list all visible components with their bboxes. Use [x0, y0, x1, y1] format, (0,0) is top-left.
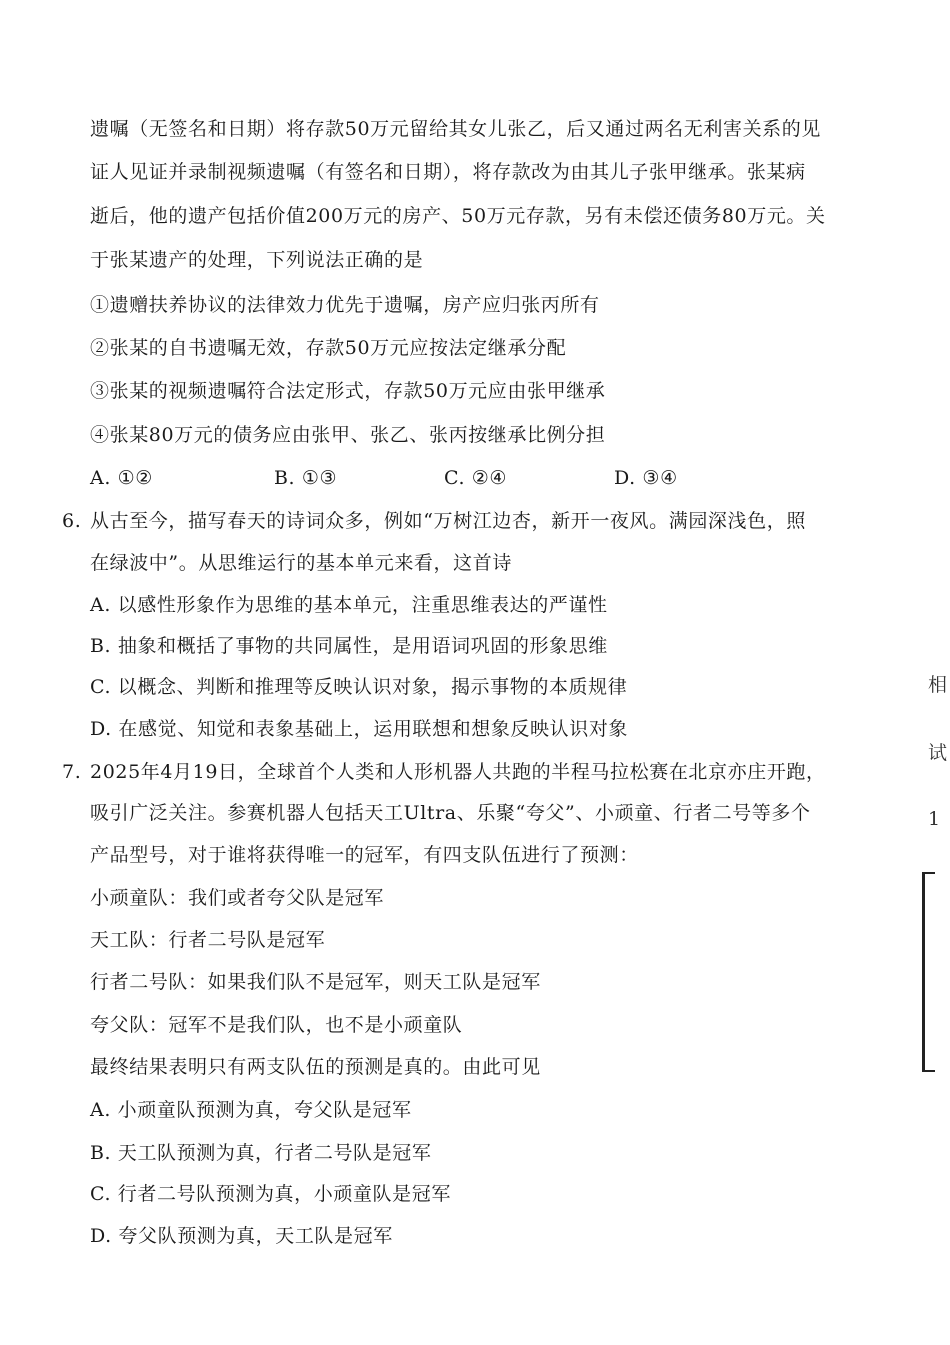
q5-stem-line-3: 逝后，他的遗产包括价值200万元的房产、50万元存款，另有未偿还债务80万元。关	[90, 205, 826, 227]
q5-option-b: B. ①③	[274, 467, 338, 489]
q6-stem-line-2: 在绿波中”。从思维运行的基本单元来看，这首诗	[90, 552, 512, 574]
margin-fragment-3: 1	[928, 808, 941, 830]
q7-prediction-3: 行者二号队：如果我们队不是冠军，则天工队是冠军	[90, 971, 541, 993]
margin-fragment-2: 试	[928, 742, 948, 764]
q7-prediction-1: 小顽童队：我们或者夸父队是冠军	[90, 887, 385, 909]
q5-option-a: A. ①②	[90, 467, 153, 489]
q6-option-b: B. 抽象和概括了事物的共同属性，是用语词巩固的形象思维	[90, 635, 608, 657]
q7-option-d: D. 夸父队预测为真，天工队是冠军	[90, 1225, 393, 1247]
q5-option-d: D. ③④	[614, 467, 678, 489]
q5-statement-4: ④张某80万元的债务应由张甲、张乙、张丙按继承比例分担	[90, 424, 606, 446]
margin-fragment-1: 相	[928, 674, 948, 696]
margin-bracket	[922, 872, 935, 1072]
q5-stem-line-2: 证人见证并录制视频遗嘱（有签名和日期），将存款改为由其儿子张甲继承。张某病	[90, 161, 806, 183]
q7-conclusion: 最终结果表明只有两支队伍的预测是真的。由此可见	[90, 1056, 541, 1078]
q5-statement-2: ②张某的自书遗嘱无效，存款50万元应按法定继承分配	[90, 337, 567, 359]
q7-prediction-2: 天工队：行者二号队是冠军	[90, 929, 326, 951]
q6-option-a: A. 以感性形象作为思维的基本单元，注重思维表达的严谨性	[90, 594, 608, 616]
q7-stem-line-3: 产品型号，对于谁将获得唯一的冠军，有四支队伍进行了预测：	[90, 844, 639, 866]
q7-option-a: A. 小顽童队预测为真，夸父队是冠军	[90, 1099, 412, 1121]
q5-statement-3: ③张某的视频遗嘱符合法定形式，存款50万元应由张甲继承	[90, 380, 606, 402]
q6-stem-line-1: 从古至今，描写春天的诗词众多，例如“万树江边杏，新开一夜风。满园深浅色，照	[90, 510, 806, 532]
q7-option-c: C. 行者二号队预测为真，小顽童队是冠军	[90, 1183, 451, 1205]
q7-number: 7.	[62, 761, 82, 783]
q5-option-c: C. ②④	[444, 467, 508, 489]
q7-prediction-4: 夸父队：冠军不是我们队，也不是小顽童队	[90, 1014, 463, 1036]
q5-statement-1: ①遗赠扶养协议的法律效力优先于遗嘱，房产应归张丙所有	[90, 294, 600, 316]
q5-stem-line-4: 于张某遗产的处理，下列说法正确的是	[90, 249, 424, 271]
q7-stem-line-1: 2025年4月19日，全球首个人类和人形机器人共跑的半程马拉松赛在北京亦庄开跑，	[90, 761, 826, 783]
q7-option-b: B. 天工队预测为真，行者二号队是冠军	[90, 1142, 432, 1164]
q6-number: 6.	[62, 510, 82, 532]
q5-stem-line-1: 遗嘱（无签名和日期）将存款50万元留给其女儿张乙，后又通过两名无利害关系的见	[90, 118, 821, 140]
q6-option-d: D. 在感觉、知觉和表象基础上，运用联想和想象反映认识对象	[90, 718, 629, 740]
q6-option-c: C. 以概念、判断和推理等反映认识对象，揭示事物的本质规律	[90, 676, 628, 698]
q7-stem-line-2: 吸引广泛关注。参赛机器人包括天工Ultra、乐聚“夸父”、小顽童、行者二号等多个	[90, 802, 811, 824]
